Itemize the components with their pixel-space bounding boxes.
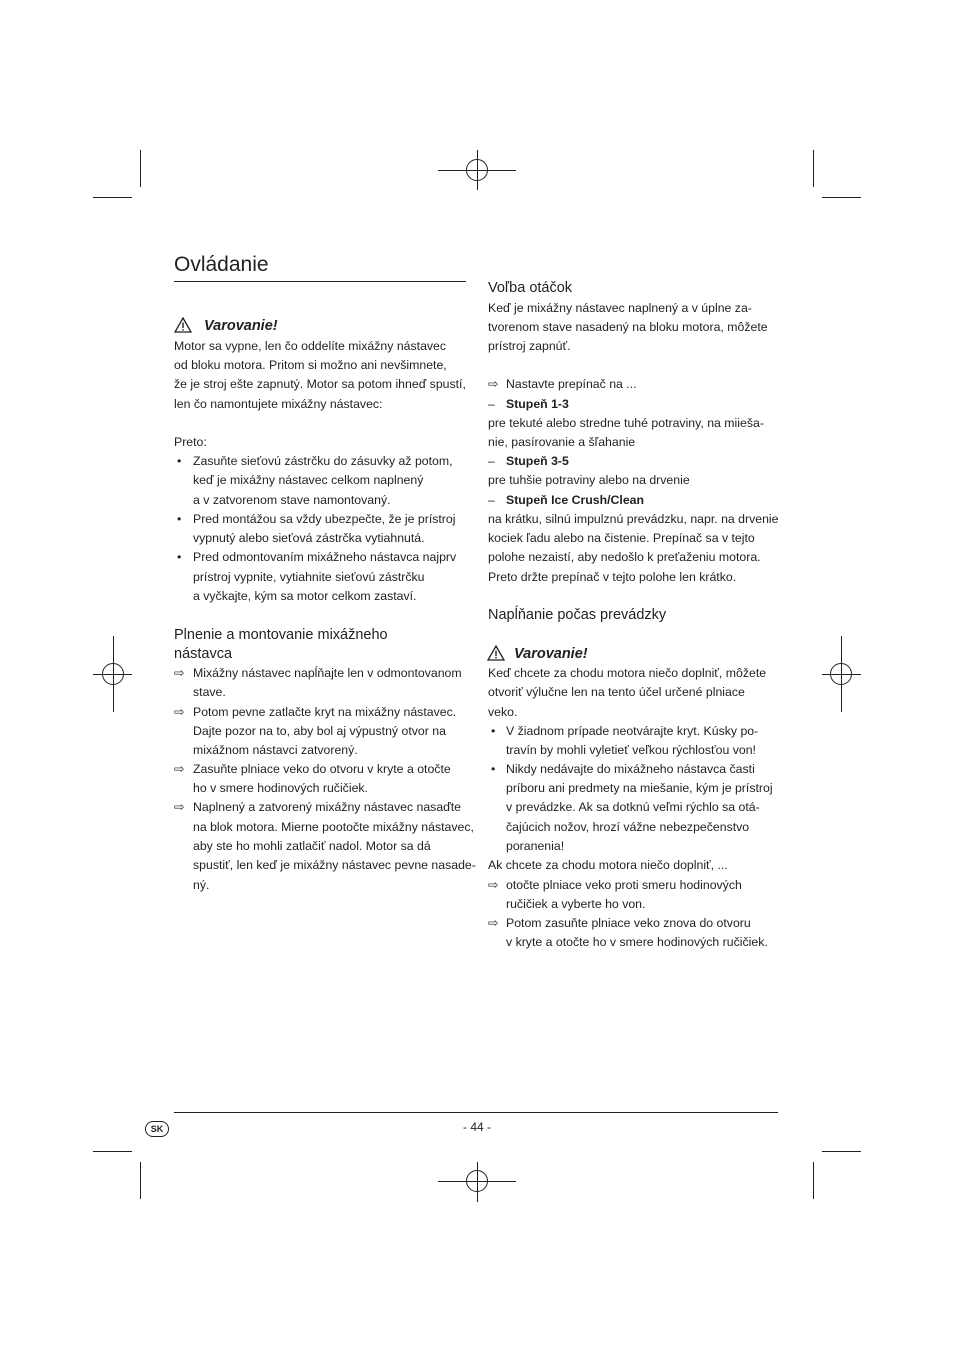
- crop-mark: [822, 1151, 861, 1152]
- step-text: otočte plniace veko proti smeru hodinových: [506, 878, 742, 892]
- step-text: Potom zasuňte plniace veko znova do otvoru: [506, 916, 751, 930]
- level-label: Stupeň Ice Crush/Clean: [506, 493, 645, 507]
- step-text: Potom pevne zatlačte kryt na mixážny nástavec.: [193, 705, 457, 719]
- bullet-dot: •: [177, 454, 182, 468]
- crop-mark: [140, 150, 141, 187]
- crop-mark: [822, 197, 861, 198]
- level-desc: pre tuhšie potraviny alebo na drvenie: [488, 473, 690, 487]
- bullet-dot: •: [177, 512, 182, 526]
- registration-circle: [830, 663, 852, 685]
- bullet-text: Zasuňte sieťovú zástrčku do zásuvky až potom,: [193, 454, 453, 468]
- step-text: Naplnený a zatvorený mixážny nástavec nasaďte: [193, 800, 461, 814]
- bullet-text: a vyčkajte, kým sa motor celkom zastaví.: [193, 589, 417, 603]
- section-heading: Plnenie a montovanie mixážneho: [174, 627, 388, 643]
- level-desc: nie, pasírovanie a šľahanie: [488, 435, 636, 449]
- section-heading: Voľba otáčok: [488, 280, 573, 296]
- level-desc: pre tekuté alebo stredne tuhé potraviny, na miieša-: [488, 416, 764, 430]
- step-text: spustiť, len keď je mixážny nástavec pevne nasade-: [193, 858, 476, 872]
- warning-text: že je stroj ešte zapnutý. Motor sa potom ihneď spustí,: [174, 377, 466, 391]
- arrow-icon: ⇨: [488, 878, 499, 892]
- arrow-icon: ⇨: [488, 377, 499, 391]
- arrow-icon: ⇨: [488, 916, 499, 930]
- level-desc: polohe nezaistí, aby nedošlo k preťaženiu motora.: [488, 550, 761, 564]
- footer-divider: [174, 1112, 778, 1113]
- page-title: Ovládanie: [174, 253, 269, 276]
- registration-circle: [466, 1170, 488, 1192]
- bullet-text: a v zatvorenom stave namontovaný.: [193, 493, 391, 507]
- level-label: Stupeň 3-5: [506, 454, 569, 468]
- warning-text: od bloku motora. Pritom si možno ani nevšimnete,: [174, 358, 447, 372]
- arrow-icon: ⇨: [174, 762, 185, 776]
- body-text: veko.: [488, 705, 518, 719]
- level-desc: kociek ľadu alebo na čistenie. Prepínač sa v tejto: [488, 531, 755, 545]
- step-text: na blok motora. Mierne pootočte mixážny nástavec,: [193, 820, 474, 834]
- warning-heading: Varovanie!: [514, 645, 588, 663]
- section-heading: Napĺňanie počas prevádzky: [488, 607, 667, 623]
- crop-mark: [140, 1162, 141, 1199]
- bullet-dot: •: [177, 550, 182, 564]
- bullet-text: vypnutý alebo sieťová zástrčka vytiahnutá.: [193, 531, 425, 545]
- step-text: ručičiek a vyberte ho von.: [506, 897, 646, 911]
- crop-mark: [813, 150, 814, 187]
- level-desc: na krátku, silnú impulznú prevádzku, napr. na drvenie: [488, 512, 779, 526]
- bullet-text: keď je mixážny nástavec celkom naplnený: [193, 473, 424, 487]
- bullet-text: V žiadnom prípade neotvárajte kryt. Kúsky po-: [506, 724, 759, 738]
- arrow-icon: ⇨: [174, 705, 185, 719]
- body-text: Keď je mixážny nástavec naplnený a v úplne za-: [488, 301, 752, 315]
- step-text: stave.: [193, 685, 226, 699]
- page-number: - 44 -: [462, 1120, 491, 1134]
- preto-label: Preto:: [174, 435, 207, 449]
- arrow-icon: ⇨: [174, 666, 185, 680]
- step-text: v kryte a otočte ho v smere hodinových ručičiek.: [506, 935, 768, 949]
- bullet-text: čajúcich nožov, hrozí vážne nebezpečenstvo: [506, 820, 750, 834]
- warning-triangle-icon: [487, 645, 505, 661]
- body-text: Ak chcete za chodu motora niečo doplniť, ...: [488, 858, 728, 872]
- bullet-text: v prevádzke. Ak sa dotknú veľmi rýchlo sa otá-: [506, 800, 760, 814]
- bullet-text: prístroj vypnite, vytiahnite sieťovú zástrčku: [193, 570, 425, 584]
- step-text: Zasuňte plniace veko do otvoru v kryte a otočte: [193, 762, 451, 776]
- title-divider: [174, 281, 466, 282]
- crop-mark: [813, 1162, 814, 1199]
- step-text: Nastavte prepínač na ...: [506, 377, 637, 391]
- level-desc: Preto držte prepínač v tejto polohe len krátko.: [488, 570, 737, 584]
- step-text: Mixážny nástavec napĺňajte len v odmontovanom: [193, 666, 462, 680]
- section-heading: nástavca: [174, 646, 233, 662]
- crop-mark: [93, 1151, 132, 1152]
- bullet-text: Pred montážou sa vždy ubezpečte, že je prístroj: [193, 512, 456, 526]
- registration-circle: [102, 663, 124, 685]
- step-text: aby ste ho mohli zatlačiť nadol. Motor sa dá: [193, 839, 431, 853]
- language-badge: SK: [145, 1121, 169, 1137]
- step-text: ho v smere hodinových ručičiek.: [193, 781, 368, 795]
- bullet-text: poranenia!: [506, 839, 565, 853]
- dash: –: [488, 397, 495, 411]
- warning-triangle-icon: [174, 317, 192, 333]
- bullet-dot: •: [491, 724, 496, 738]
- body-text: tvorenom stave nasadený na bloku motora, môžete: [488, 320, 768, 334]
- step-text: mixážnom nástavci zatvorený.: [193, 743, 358, 757]
- warning-text: len čo namontujete mixážny nástavec:: [174, 397, 383, 411]
- bullet-dot: •: [491, 762, 496, 776]
- body-text: prístroj zapnúť.: [488, 339, 571, 353]
- registration-circle: [466, 159, 488, 181]
- body-text: otvoriť výlučne len na tento účel určené plniace: [488, 685, 745, 699]
- body-text: Keď chcete za chodu motora niečo doplniť, môžete: [488, 666, 767, 680]
- arrow-icon: ⇨: [174, 800, 185, 814]
- dash: –: [488, 493, 495, 507]
- warning-heading: Varovanie!: [204, 317, 278, 335]
- warning-text: Motor sa vypne, len čo oddelíte mixážny nástavec: [174, 339, 447, 353]
- step-text: ný.: [193, 878, 210, 892]
- bullet-text: Pred odmontovaním mixážneho nástavca najprv: [193, 550, 457, 564]
- crop-mark: [93, 197, 132, 198]
- bullet-text: Nikdy nedávajte do mixážneho nástavca časti: [506, 762, 755, 776]
- bullet-text: travín by mohli vyletieť veľkou rýchlosťou von!: [506, 743, 756, 757]
- dash: –: [488, 454, 495, 468]
- bullet-text: príboru ani predmety na miešanie, kým je prístroj: [506, 781, 773, 795]
- level-label: Stupeň 1-3: [506, 397, 569, 411]
- step-text: Dajte pozor na to, aby bol aj výpustný otvor na: [193, 724, 446, 738]
